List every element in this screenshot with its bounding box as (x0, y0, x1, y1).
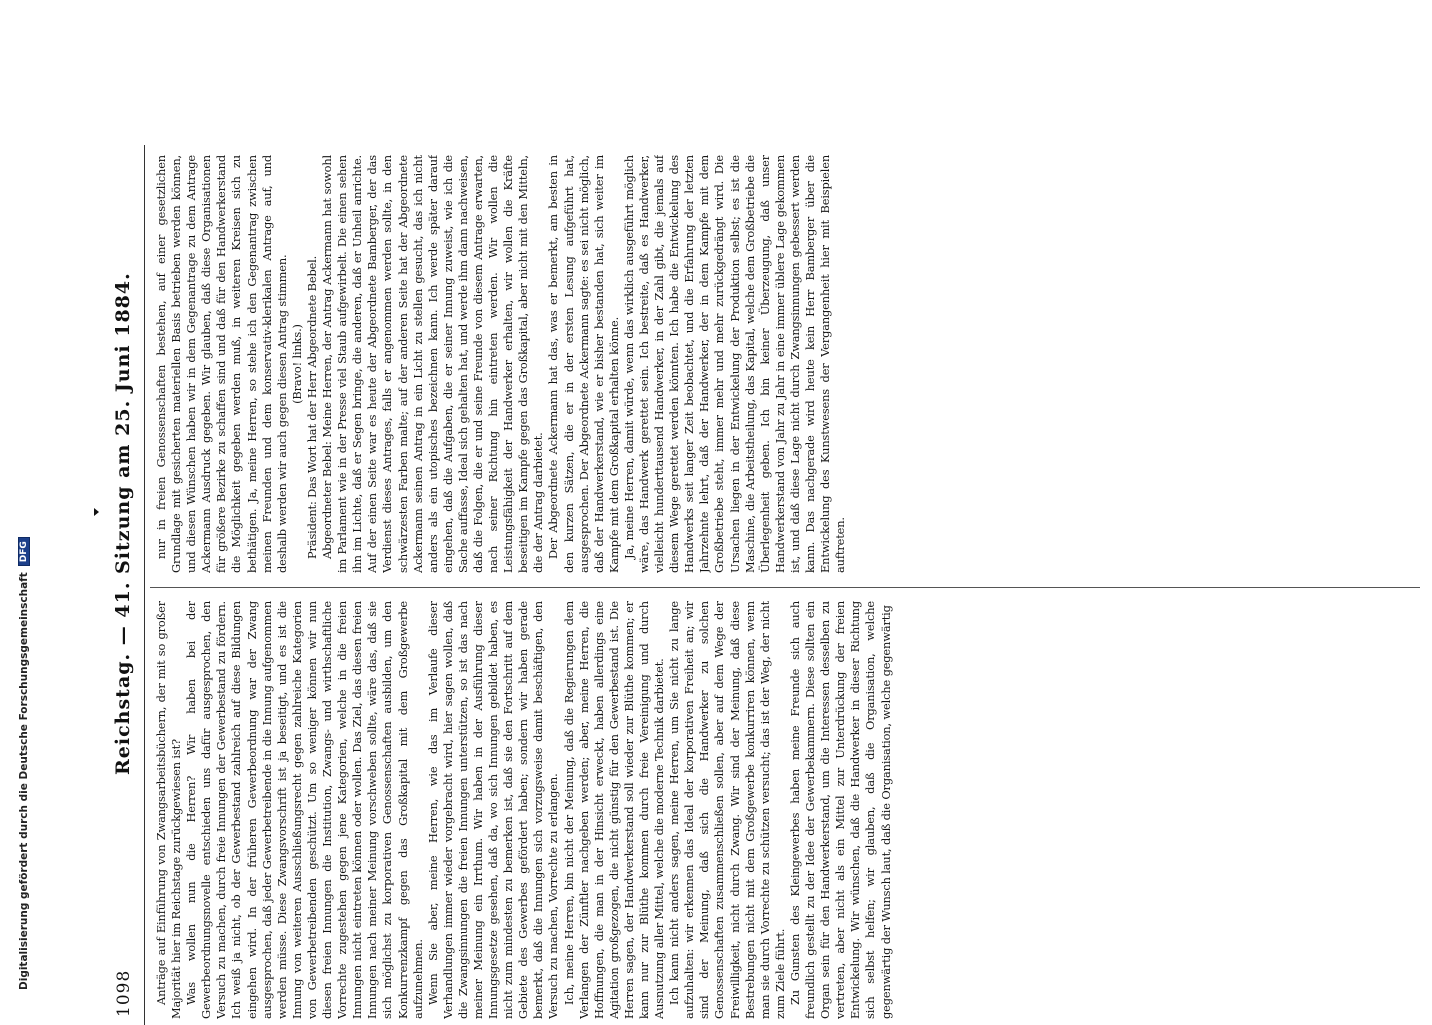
paragraph: Der Abgeordnete Ackermann hat das, was er bemerkt, am besten in den kurzen Sätzen, die er in der ersten Lesung aufgeführt hat, ausgesprochen. Der Abgeordnete Ackermann sagte: es sei nicht möglich, daß der Handwerkerstand, wie er bisher bestanden hat, sich weiter im Kampfe mit dem Großkapital erhalten könne. (546, 155, 621, 573)
paragraph: Ich, meine Herren, bin nicht der Meinung, daß die Regierungen dem Verlangen der Zünftler nachgeben werden; aber, meine Herren, die Hoffnungen, die man in der Hinsicht erweckt, haben allerdings eine Agitation großgezogen, die nicht günstig für den Gewerbestand ist. Die Herren sagen, der Handwerkerstand soll wieder zur Blüthe kommen; er kann nur zur Blüthe kommen durch freie Vereinigung und durch Ausnutzung aller Mittel, welche die moderne Technik darbietet. (561, 601, 667, 1019)
paragraph: Zu Gunsten des Kleingewerbes haben meine Freunde sich auch freundlich gestellt zu der Idee der Gewerbekammern. Diese sollten ein Organ sein für den Handwerkerstand, um die Interessen desselben zu vertreten, aber nicht als ein Mittel zur Unterdrückung der freien Entwickelung. Wir wünschen, daß die Handwerker in dieser Richtung sich selbst helfen; wir glauben, daß die Organisation, welche gegenwärtig der Wunsch laut, daß die Organisation, welche gegenwärtig (787, 601, 893, 1019)
page-header (110, 145, 150, 1025)
paragraph: Was wollen nun die Herren? Wir haben bei der Gewerbeordnungsnovelle entschieden uns dafür ausgesprochen, den Versuch zu machen, durch freie Innungen der Gewerbestand zu fördern. Ich weiß ja nicht, ob der Gewerbestand zahlreich auf diese Bildungen eingehen wird. In der früheren Gewerbeordnung war der Zwang ausgesprochen, daß jeder Gewerbetreibende in die Innung aufgenommen werden müsse. Diese Zwangsvorschrift ist ja beseitigt, und es ist die Innung von weiteren Ausschließungsrecht gegen zahlreiche Kategorien von Gewerbetreibenden geschützt. Um so weniger können wir nun diesen freien Innungen die Institution, Zwangs- und wirthschaftliche Vorrechte zugestehen gegen jene Kategorien, welche in die freien Innungen nicht eintreten können oder wollen. Das Ziel, das diesen freien Innungen nach meiner Meinung vorschweben sollte, wäre das, daß sie sich möglichst zu korporativen Genossenschaften ausbilden, um den Konkurrenzkampf gegen das Großkapital mit dem Großgewerbe aufzunehmen. (184, 601, 425, 1019)
header-rule (144, 145, 145, 1025)
running-title: Reichstag. — 41. Sitzung am 25. Juni 1884. (112, 272, 134, 775)
column-divider (150, 587, 1420, 588)
digitization-credit (0, 0, 30, 1000)
newspaper-page (110, 145, 1430, 1025)
right-column (154, 155, 1414, 573)
dfg-logo-icon: DFG (18, 537, 30, 566)
left-column (154, 601, 1414, 1019)
paragraph: Abgeordneter Bebel: Meine Herren, der Antrag Ackermann hat sowohl im Parlament wie in der Presse viel Staub aufgewirbelt. Die einen sehen ihn im Lichte, daß er Segen bringe, die anderen, daß er Unheil anrichte. Auf der einen Seite war es heute der Abgeordnete Bamberger, der das Verdienst dieses Antrages, falls er angenommen werden sollte, in den schwärzesten Farben malte; auf der anderen Seite hat der Abgeordnete Ackermann seinen Antrag in ein Licht zu stellen gesucht, das ich nicht anders als ein utopisches bezeichnen kann. Ich werde später darauf eingehen, daß die Aufgaben, die er seiner Innung zuweist, wie ich die Sache auffasse, Ideal sich gehalten hat, und werde ihm dann nachweisen, daß die Folgen, die er und seine Freunde von diesem Antrage erwarten, nach seiner Richtung hin eintreten werden. Wir wollen die Leistungsfähigkeit der Handwerker erhalten, wir wollen die Kräfte beseitigen im Kampfe gegen das Großkapital, aber nicht mit den Mitteln, die der Antrag darbietet. (320, 155, 546, 573)
paragraph: Ich kann nicht anders sagen, meine Herren, um Sie nicht zu lange aufzuhalten: wir erkennen das Ideal der korporativen Freiheit an; wir sind der Meinung, daß sich die Handwerker zu solchen Genossenschaften zusammenschließen sollen, aber auf dem Wege der Freiwilligkeit, nicht durch Zwang. Wir sind der Meinung, daß diese Bestrebungen nicht mit dem Großgewerbe konkurriren können, wenn man sie durch Vorrechte zu schützen versucht; das ist der Weg, der nicht zum Ziele führt. (667, 601, 787, 1019)
paragraph: Anträge auf Einführung von Zwangsarbeitsbüchern, der mit so großer Majorität hier im Reichstage zurückgewiesen ist? (154, 601, 184, 1019)
paragraph: Wenn Sie aber, meine Herren, wie das im Verlaufe dieser Verhandlungen immer wieder vorgebracht wird, hier sagen wollen, daß die Zwangsinnungen die freien Innungen unterstützen, so ist das nach meiner Meinung ein Irrthum. Wir haben in der Ausführung dieser Innungsgesetze gesehen, daß da, wo sich Innungen gebildet haben, es nicht zum mindesten zu bemerken ist, daß sie den Fortschritt auf dem Gebiete des Gewerbes gefördert haben; sondern wir haben gerade bemerkt, daß die Innungen sich vorzugsweise damit beschäftigen, den Versuch zu machen, Vorrechte zu erlangen. (425, 601, 561, 1019)
credit-line (18, 537, 30, 990)
paragraph: Ja, meine Herren, damit würde, wenn das wirklich ausgeführt möglich wäre, das Handwerk gerettet sein. Ich bestreite, daß es Handwerker, vielleicht hunderttausend Handwerker, in der Zahl gibt, die jemals auf diesem Wege gerettet werden könnten. Ich habe die Entwickelung des Handwerks seit langer Zeit beobachtet, und die Erfahrung der letzten Jahrzehnte lehrt, daß der Handwerker, der in dem Kampfe mit dem Großbetriebe steht, immer mehr und mehr zurückgedrängt wird. Die Ursachen liegen in der Entwickelung der Produktion selbst; es ist die Maschine, die Arbeitstheilung, das Kapital, welche dem Großbetriebe die Überlegenheit geben. Ich bin keiner Überzeugung, daß unser Handwerkerstand von Jahr zu Jahr in eine immer üblere Lage gekommen ist, und daß diese Lage nicht durch Zwangsinnungen gebessert werden kann. Das nachgerade wird heute kein Herr Bamberger über die Entwickelung des Kunstwesens der Vergangenheit hier mit Beispielen auftreten. (621, 155, 848, 573)
applause-note: (Bravo! links.) (289, 324, 304, 404)
page-edge-marker (94, 508, 102, 516)
page-number: 1098 (114, 969, 134, 1017)
credit-text: Digitalisierung gefördert durch die Deutsche Forschungsgemeinschaft (18, 572, 30, 990)
paragraph: nur in freien Genossenschaften bestehen, auf einer gesetzlichen Grundlage mit gesicherten materiellen Basis betrieben werden können, und diesen Wünschen haben wir in dem Gegenantrage zu dem Antrage Ackermann Ausdruck gegeben. Wir glauben, daß diese Organisationen für größere Bezirke zu schaffen sind und daß für den Handwerkerstand die Möglichkeit gegeben werden muß, in weiteren Kreisen sich zu bethätigen. Ja, meine Herren, so stehe ich den Gegenantrag zwischen meinen Freunden und dem konservativ-klerikalen Antrage auf, und deshalb werden wir auch gegen diesen Antrag stimmen. (154, 155, 289, 573)
president-announcement: Präsident: Das Wort hat der Herr Abgeordnete Bebel. (304, 255, 319, 559)
